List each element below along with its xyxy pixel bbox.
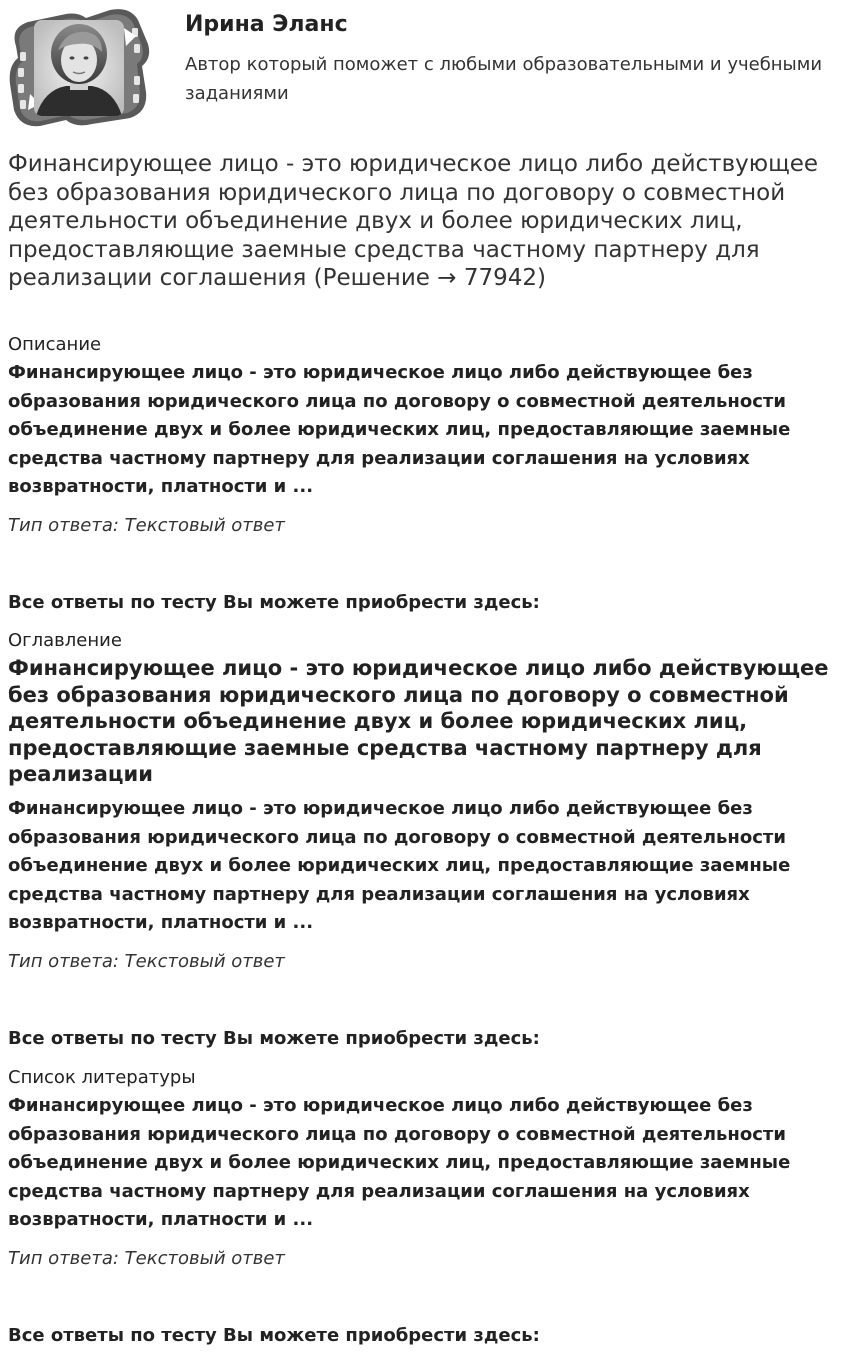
toc-label: Оглавление — [8, 630, 122, 651]
description-label: Описание — [8, 334, 102, 355]
literature-answer-type: Тип ответа: Текстовый ответ — [8, 1248, 285, 1269]
page-title: Финансирующее лицо - это юридическое лицо либо действующее без образования юридического лица по договору о совместной деятельности объединение двух и более юридических лиц, предоставляющие заемные средства частному партнеру для реализации соглашения (Решение → 77942) — [8, 151, 819, 292]
description-buy-link[interactable]: Все ответы по тесту Вы можете приобрести здесь: — [8, 592, 540, 613]
description-answer-type: Тип ответа: Текстовый ответ — [8, 515, 285, 536]
toc-text: Финансирующее лицо - это юридическое лицо либо действующее без образования юридического лица по договору о совместной деятельности объединение двух и более юридических лиц, предоставляющие заемные средства частному партнеру для реализации соглашения на условиях возвратности, платности и ... — [8, 798, 791, 934]
author-name[interactable]: Ирина Эланс — [185, 12, 348, 37]
literature-text: Финансирующее лицо - это юридическое лицо либо действующее без образования юридического лица по договору о совместной деятельности объединение двух и более юридических лиц, предоставляющие заемные средства частному партнеру для реализации соглашения на условиях возвратности, платности и ... — [8, 1095, 791, 1231]
toc-buy-link[interactable]: Все ответы по тесту Вы можете приобрести здесь: — [8, 1028, 540, 1049]
description-text: Финансирующее лицо - это юридическое лицо либо действующее без образования юридического лица по договору о совместной деятельности объединение двух и более юридических лиц, предоставляющие заемные средства частному партнеру для реализации соглашения на условиях возвратности, платности и ... — [8, 362, 791, 498]
author-photo-icon — [6, 6, 152, 128]
author-block — [0, 0, 847, 140]
toc-answer-type: Тип ответа: Текстовый ответ — [8, 951, 285, 972]
toc-heading: Финансирующее лицо - это юридическое лицо либо действующее без образования юридического лица по договору о совместной деятельности объединение двух и более юридических лиц, предоставляющие заемные средства частному партнеру для реализации — [8, 656, 829, 786]
literature-label: Список литературы — [8, 1067, 196, 1088]
author-description: Автор который поможет с любыми образовательными и учебными заданиями — [185, 54, 823, 104]
literature-buy-link[interactable]: Все ответы по тесту Вы можете приобрести здесь: — [8, 1325, 540, 1346]
